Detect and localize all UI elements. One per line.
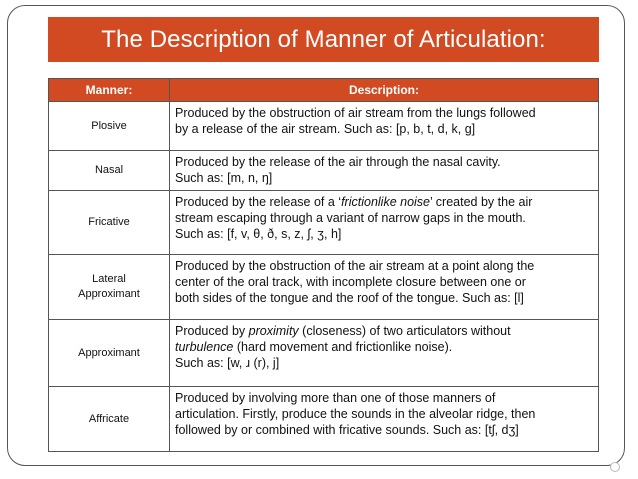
description-text: Such as: [w, ɹ (r), j] bbox=[175, 356, 280, 370]
description-cell bbox=[170, 191, 599, 255]
description-line bbox=[175, 355, 594, 371]
description-text: Produced by the obstruction of the air stream at a point along the bbox=[175, 259, 535, 273]
description-line bbox=[175, 323, 594, 339]
description-line bbox=[175, 170, 594, 186]
description-text: Produced by involving more than one of those manners of bbox=[175, 391, 496, 405]
slide-title-text: The Description of Manner of Articulation: bbox=[101, 25, 546, 53]
manner-label: Approximant bbox=[78, 346, 140, 359]
manner-label: Plosive bbox=[91, 119, 127, 132]
manner-cell bbox=[49, 151, 170, 191]
description-line bbox=[175, 390, 594, 406]
description-text: Such as: [f, v, θ, ð, s, z, ʃ, ʒ, h] bbox=[175, 227, 342, 241]
slide-corner-mark bbox=[610, 462, 620, 472]
description-text: ’ created by the air bbox=[430, 195, 533, 209]
manner-label: Affricate bbox=[88, 412, 130, 425]
description-line bbox=[175, 406, 594, 422]
description-text: stream escaping through a variant of narrow gaps in the mouth. bbox=[175, 211, 526, 225]
description-cell bbox=[170, 320, 599, 387]
manner-table bbox=[48, 78, 599, 452]
header-manner: Manner: bbox=[49, 79, 170, 102]
description-text: Produced by the release of the air through the nasal cavity. bbox=[175, 155, 501, 169]
emphasized-term: turbulence bbox=[175, 340, 234, 354]
table-row bbox=[49, 102, 599, 151]
description-line bbox=[175, 258, 594, 274]
description-cell bbox=[170, 387, 599, 452]
description-line bbox=[175, 210, 594, 226]
manner-cell bbox=[49, 191, 170, 255]
manner-label: Approximant bbox=[78, 288, 140, 300]
manner-label: Fricative bbox=[88, 216, 130, 228]
description-line bbox=[175, 274, 594, 290]
description-line bbox=[175, 154, 594, 170]
description-text: both sides of the tongue and the roof of the tongue. Such as: [l] bbox=[175, 291, 524, 305]
manner-label: Lateral bbox=[92, 273, 126, 285]
description-text: by a release of the air stream. Such as: [p, b, t, d, k, g] bbox=[175, 122, 476, 136]
manner-cell bbox=[49, 102, 170, 151]
description-text: Produced by bbox=[175, 324, 249, 338]
description-line bbox=[175, 105, 594, 121]
table-row bbox=[49, 255, 599, 320]
description-line bbox=[175, 422, 594, 438]
slide-title bbox=[48, 17, 599, 62]
description-text: center of the oral track, with incomplete closure between one or bbox=[175, 275, 526, 289]
description-cell bbox=[170, 102, 599, 151]
description-line bbox=[175, 339, 594, 355]
description-line bbox=[175, 194, 594, 210]
manner-cell bbox=[49, 255, 170, 320]
description-text: (closeness) of two articulators without bbox=[298, 324, 511, 338]
description-text: Produced by the obstruction of air stream from the lungs followed bbox=[175, 106, 536, 120]
manner-label: Nasal bbox=[94, 164, 124, 176]
description-text: followed by or combined with fricative sounds. Such as: [tʃ, dʒ] bbox=[175, 423, 519, 437]
description-text: Such as: [m, n, ŋ] bbox=[175, 171, 273, 185]
description-line bbox=[175, 121, 594, 137]
description-line bbox=[175, 290, 594, 306]
emphasized-term: proximity bbox=[248, 324, 299, 338]
manner-cell bbox=[49, 387, 170, 452]
emphasized-term: frictionlike noise bbox=[341, 195, 431, 209]
header-description: Description: bbox=[170, 79, 599, 102]
table-row bbox=[49, 387, 599, 452]
description-text: articulation. Firstly, produce the sounds in the alveolar ridge, then bbox=[175, 407, 536, 421]
description-cell bbox=[170, 151, 599, 191]
table-row bbox=[49, 151, 599, 191]
table-row bbox=[49, 320, 599, 387]
description-line bbox=[175, 226, 594, 242]
table-body bbox=[49, 102, 599, 452]
manner-cell bbox=[49, 320, 170, 387]
table-header-row bbox=[49, 79, 599, 102]
description-text: (hard movement and frictionlike noise). bbox=[233, 340, 453, 354]
description-text: Produced by the release of a ‘ bbox=[175, 195, 342, 209]
table-row bbox=[49, 191, 599, 255]
description-cell bbox=[170, 255, 599, 320]
